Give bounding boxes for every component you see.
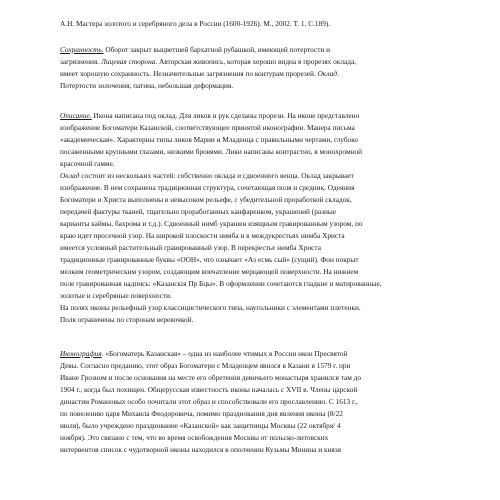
iconography-line: Иконография. «Богоматерь Казанская» – одна из наиболее чтимых в России икон Пресвятой [60,349,348,358]
oklad-line: варианты каймы, бахрома и т.д.). Сдвоенный нимб украшен изящным гравированным узором, по [60,219,363,228]
bibliography-line [60,18,452,30]
condition-line-3: имеет хорошую сохранность. Незначительные загрязнения по контурам прорезей. Оклад. [60,69,339,78]
iconography-label: Иконография [60,349,102,358]
oklad-line: передачей фактуры тканей, тщательно проработанных канфаренком, украшений (разные [60,207,337,216]
iconography-line: династии Романовых особо почитали этот образ и способствовали его прославлению. С 1613 г., [60,397,358,406]
oklad-line: Оклад состоит из нескольких частей: собственно оклада и сдвоенного венца. Оклад закрывает [60,171,354,180]
description-line: красочной гамме. [60,159,115,168]
iconography-line: по повелению царя Михаила Феодоровича, помимо празднования дня явления иконы (8/22 [60,409,343,418]
condition-line-1: Сохранность. Оборот закрыт выцветшей бархатной рубашкой, имеющей потертости и [60,45,331,54]
iconography-line: ноября). Это связано с тем, что во время освобождения Москвы от польско-литовских [60,433,329,442]
iconography-line: Иване Грозном и после основания на месте его обретения девичьего монастыря хранился там до [60,373,362,382]
description-line: «академическая». Характерны типы ликов Марии и Младенца с правильными чертами, глубоко [60,135,359,144]
bibliography-text: А.Н. Мастера золотого и серебряного дела в России (1600-1926). М., 2002. Т. 1. С.189). [60,19,331,28]
oklad-line: Поля ограничены по сторонам веревочкой. [60,315,194,324]
condition-label: Сохранность. [60,45,104,54]
oklad-line: мелким геометрическим узором, создающим впечатление мерцающей поверхности. На нижнем [60,267,359,276]
condition-line-4: Потертости золочения, патина, небольшая деформация. [60,81,234,90]
condition-section [60,44,452,92]
iconography-line: июля), было учреждено празднование «Казанской» как защитницы Москвы (22 октября/ 4 [60,421,341,430]
oklad-label: Оклад [60,171,80,180]
description-line: Описание. Икона написана под оклад. Для ликов и рук сделаны прорези. На иконе представлено [60,111,360,120]
description-line: изображение Богоматери Казанской, соответствующее принятой иконографии. Манера письма [60,123,355,132]
oklad-line: поле гравированная надпись: «Казанскiя Пр Бцы». В оформлении сочетаются гладкие и матированные, [60,279,382,288]
face-label: Лицевая сторона [100,57,156,66]
oklad-label-inline: Оклад [317,69,337,78]
oklad-line: имеется условный растительный гравированный узор. В перекрестье нимба Христа [60,243,321,252]
oklad-line: краю идет просечной узор. На широкой плоскости нимба и в междукрестьях нимба Христа [60,231,345,240]
description-line: посаженными крупными глазами, низкими бровями. Лики написаны контрастно, в монохромной [60,147,363,156]
oklad-line: Богоматери и Христа выполнены в невысоком рельефе, с убедительной проработкой складок, [60,195,352,204]
oklad-line: На полях иконы рельефный узор классицистического типа, наугольники с элементами плетенки. [60,303,361,312]
description-section [60,110,452,326]
iconography-section [60,348,452,456]
condition-line-2: загрязнения. Лицевая сторона. Авторская живопись, которая хорошо видна в прорезях оклада, [60,57,357,66]
iconography-line: Девы. Согласно преданию, этот образ Богоматери с Младенцем явился в Казани в 1579 г. при [60,361,351,370]
iconography-line: 1904 г., когда был похищен. Общерусская известность иконы началась с XVII в. Члены царской [60,385,358,394]
oklad-line: золотые и серебряные поверхности. [60,291,172,300]
iconography-line: интервентов список с чудотворной иконы находился в ополчении Кузьмы Минина и князя [60,445,342,454]
description-label: Описание. [60,111,92,120]
oklad-line: традиционные гравированные буквы «ООН», что означает «Аз есмь сый» (сущий). Фон покрыт [60,255,359,264]
oklad-line: изображение. В нем сохранена традиционная структура, сочетающая поля и средник. Одеяния [60,183,355,192]
